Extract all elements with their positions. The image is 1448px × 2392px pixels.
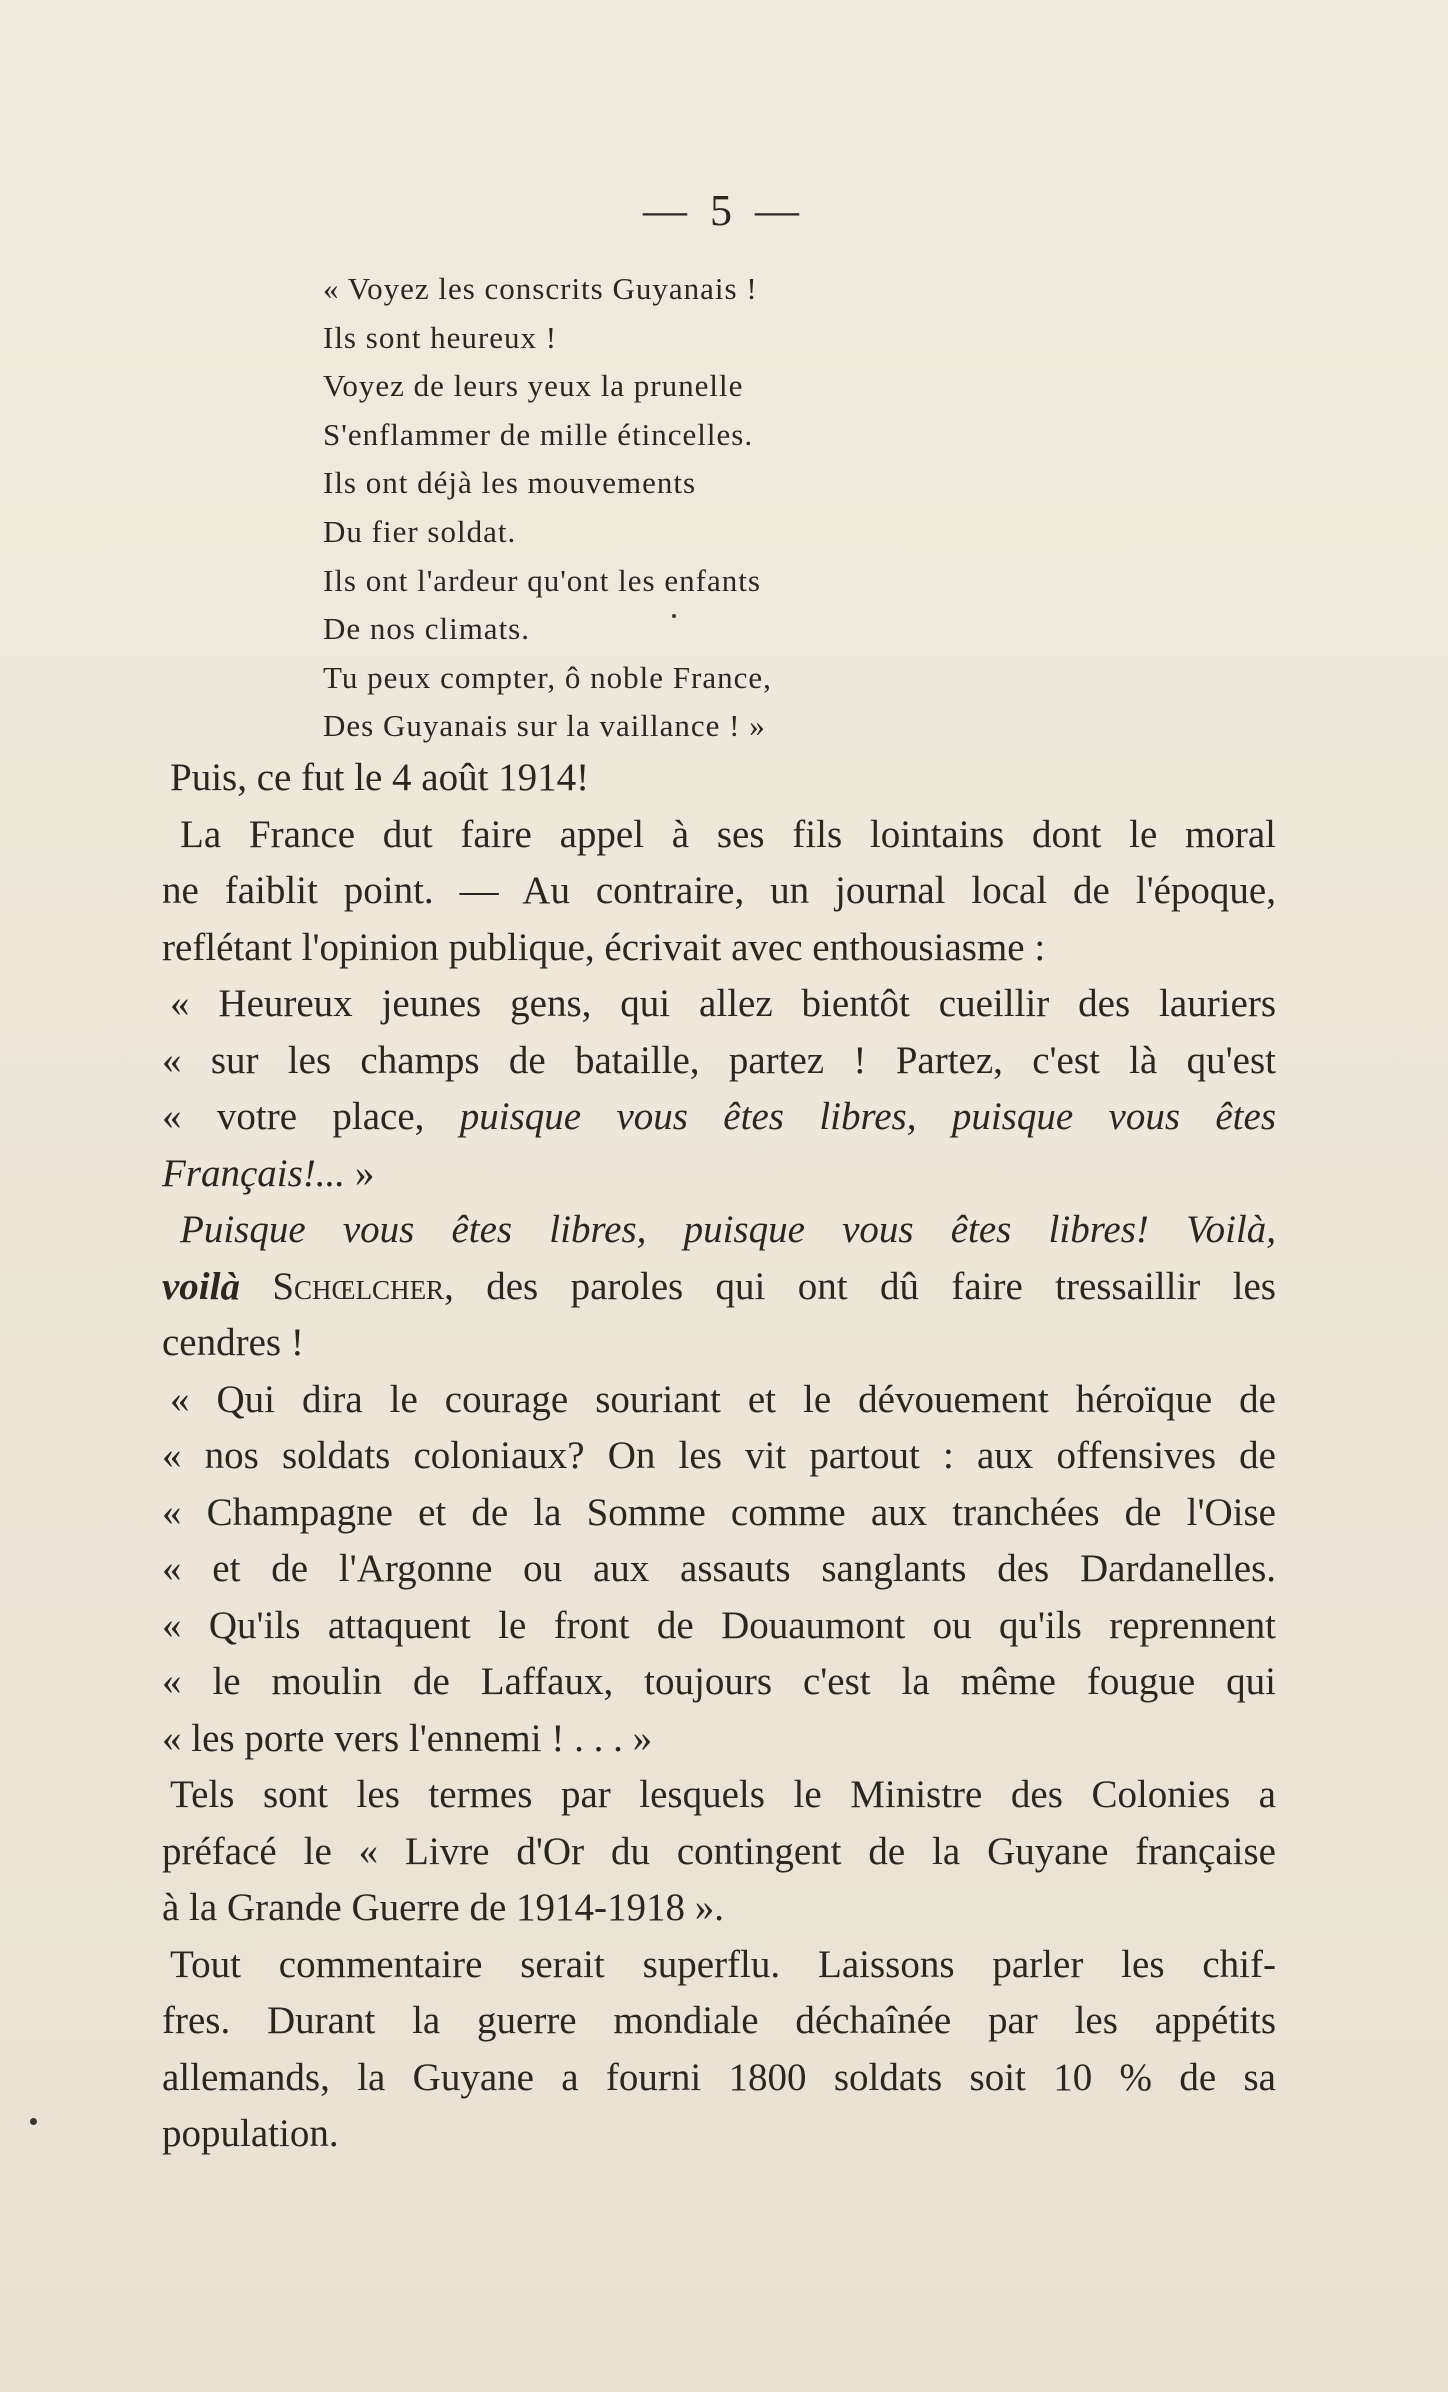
poem-line: Du fier soldat. [323, 513, 517, 549]
paragraph-line: Puis, ce fut le 4 août 1914! [170, 756, 590, 799]
paragraph-line: population. [162, 2112, 339, 2155]
page-number: — 5 — [643, 186, 805, 235]
poem-line: Voyez de leurs yeux la prunelle [323, 368, 744, 404]
paragraph-line: Tout commentaire serait superflu. Laissons parler les chif- [170, 1942, 1276, 1986]
quote-italic: Français!... [162, 1151, 346, 1195]
quote-line: « Qui dira le courage souriant et le dévouement héroïque de [170, 1377, 1276, 1421]
quote-line: « le moulin de Laffaux, toujours c'est la même fougue qui [162, 1660, 1276, 1703]
quote-line: « sur les champs de bataille, partez ! Partez, c'est là qu'est [162, 1038, 1276, 1082]
paragraph-line [162, 1259, 1276, 1316]
name-smallcaps: Schœlcher [272, 1264, 445, 1308]
quote-line: « les porte vers l'ennemi ! . . . » [162, 1716, 653, 1760]
quote-italic: puisque vous êtes libres, puisque vous êtes [459, 1095, 1276, 1138]
poem-line: Ils ont déjà les mouvements [323, 465, 697, 501]
body-text [162, 750, 1276, 2163]
paragraph-line: Tels sont les termes par lesquels le Ministre des Colonies a [170, 1773, 1276, 1816]
poem-line: « Voyez les conscrits Guyanais ! [323, 271, 758, 306]
paragraph-line: cendres ! [162, 1321, 304, 1364]
paragraph-line: ne faiblit point. — Au contraire, un journal local de l'époque, [162, 869, 1276, 912]
stray-dot [672, 614, 676, 618]
margin-dot [30, 2118, 37, 2125]
italic-word: voilà [162, 1264, 240, 1308]
quote-line: « Champagne et de la Somme comme aux tranchées de l'Oise [162, 1490, 1276, 1534]
paragraph-line: Puisque vous êtes libres, puisque vous êtes libres! Voilà, [180, 1208, 1276, 1251]
poem-line: De nos climats. [323, 611, 530, 647]
poem-line: S'enflammer de mille étincelles. [323, 416, 754, 452]
quote-line [162, 1089, 1276, 1146]
poem-line: Ils sont heureux ! [323, 319, 558, 355]
poem [323, 265, 1023, 751]
paragraph-line: allemands, la Guyane a fourni 1800 soldats soit 10 % de sa [162, 2055, 1276, 2099]
quote-line: « nos soldats coloniaux? On les vit partout : aux offensives de [162, 1434, 1276, 1477]
quote-line: « Qu'ils attaquent le front de Douaumont ou qu'ils reprennent [162, 1603, 1276, 1647]
paragraph-line: reflétant l'opinion publique, écrivait avec enthousiasme : [162, 925, 1046, 969]
quote-text: » [345, 1151, 375, 1195]
poem-line: Ils ont l'ardeur qu'ont les enfants [323, 562, 761, 598]
paragraph-text: , des paroles qui ont dû faire tressaillir les [444, 1264, 1276, 1308]
paragraph-line: à la Grande Guerre de 1914-1918 ». [162, 1886, 725, 1929]
paragraph-line: préfacé le « Livre d'Or du contingent de la Guyane française [162, 1829, 1276, 1873]
quote-text: « votre place, [162, 1095, 460, 1138]
poem-line: Des Guyanais sur la vaillance ! » [323, 708, 766, 744]
space [240, 1265, 272, 1308]
poem-line: Tu peux compter, ô noble France, [323, 659, 772, 695]
quote-line [162, 1146, 1276, 1203]
quote-line: « Heureux jeunes gens, qui allez bientôt cueillir des lauriers [170, 982, 1276, 1025]
paragraph-line: fres. Durant la guerre mondiale déchaînée par les appétits [162, 1999, 1276, 2042]
quote-line: « et de l'Argonne ou aux assauts sanglants des Dardanelles. [162, 1547, 1276, 1590]
paragraph-line: La France dut faire appel à ses fils lointains dont le moral [180, 812, 1276, 856]
